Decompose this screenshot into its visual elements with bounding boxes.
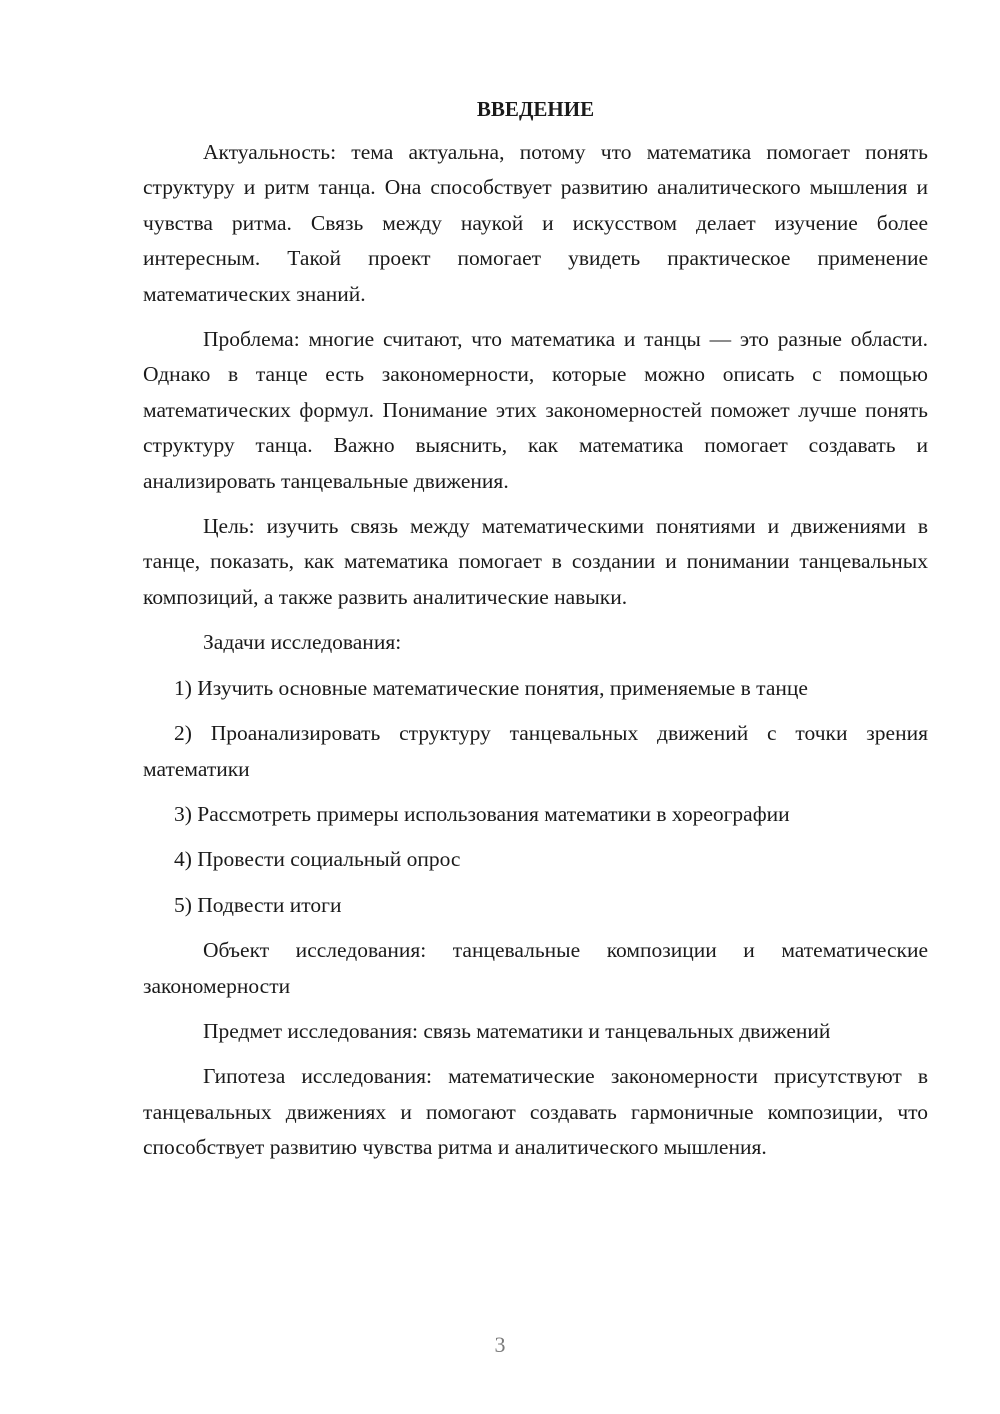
- task-item-2: 2) Проанализировать структуру танцевальных движений с точки зрения математики: [143, 721, 928, 781]
- subject-paragraph: Предмет исследования: связь математики и танцевальных движений: [203, 1018, 831, 1043]
- page-number: 3: [494, 1332, 506, 1357]
- problem-paragraph: Проблема: многие считают, что математика и танцы — это разные области. Однако в танце есть закономерности, которые можно описать с помощью математических формул. Понимание этих закономерностей поможет лучше понять структуру танца. Важно выяснить, как математика помогает создавать и анализировать танцевальные движения.: [143, 327, 928, 493]
- document-page: [143, 94, 928, 1176]
- object-paragraph: Объект исследования: танцевальные композиции и математические закономерности: [143, 938, 928, 998]
- task-item-3: 3) Рассмотреть примеры использования математики в хореографии: [174, 801, 790, 826]
- task-item-5: 5) Подвести итоги: [174, 892, 342, 917]
- hypothesis-paragraph: Гипотеза исследования: математические закономерности присутствуют в танцевальных движениях и помогают создавать гармоничные композиции, что способствует развитию чувства ритма и аналитического мышления.: [143, 1064, 928, 1160]
- task-item-1: 1) Изучить основные математические понятия, применяемые в танце: [174, 675, 808, 700]
- relevance-paragraph: Актуальность: тема актуальна, потому что математика помогает понять структуру и ритм танца. Она способствует развитию аналитического мышления и чувства ритма. Связь между наукой и искусством делает изучение более интересным. Такой проект помогает увидеть практическое применение математических знаний.: [143, 140, 928, 306]
- task-item-4: 4) Провести социальный опрос: [174, 847, 461, 872]
- tasks-heading: Задачи исследования:: [203, 630, 402, 655]
- goal-paragraph: Цель: изучить связь между математическими понятиями и движениями в танце, показать, как математика помогает в создании и понимании танцевальных композиций, а также развить аналитические навыки.: [143, 514, 928, 609]
- section-title: ВВЕДЕНИЕ: [476, 97, 595, 121]
